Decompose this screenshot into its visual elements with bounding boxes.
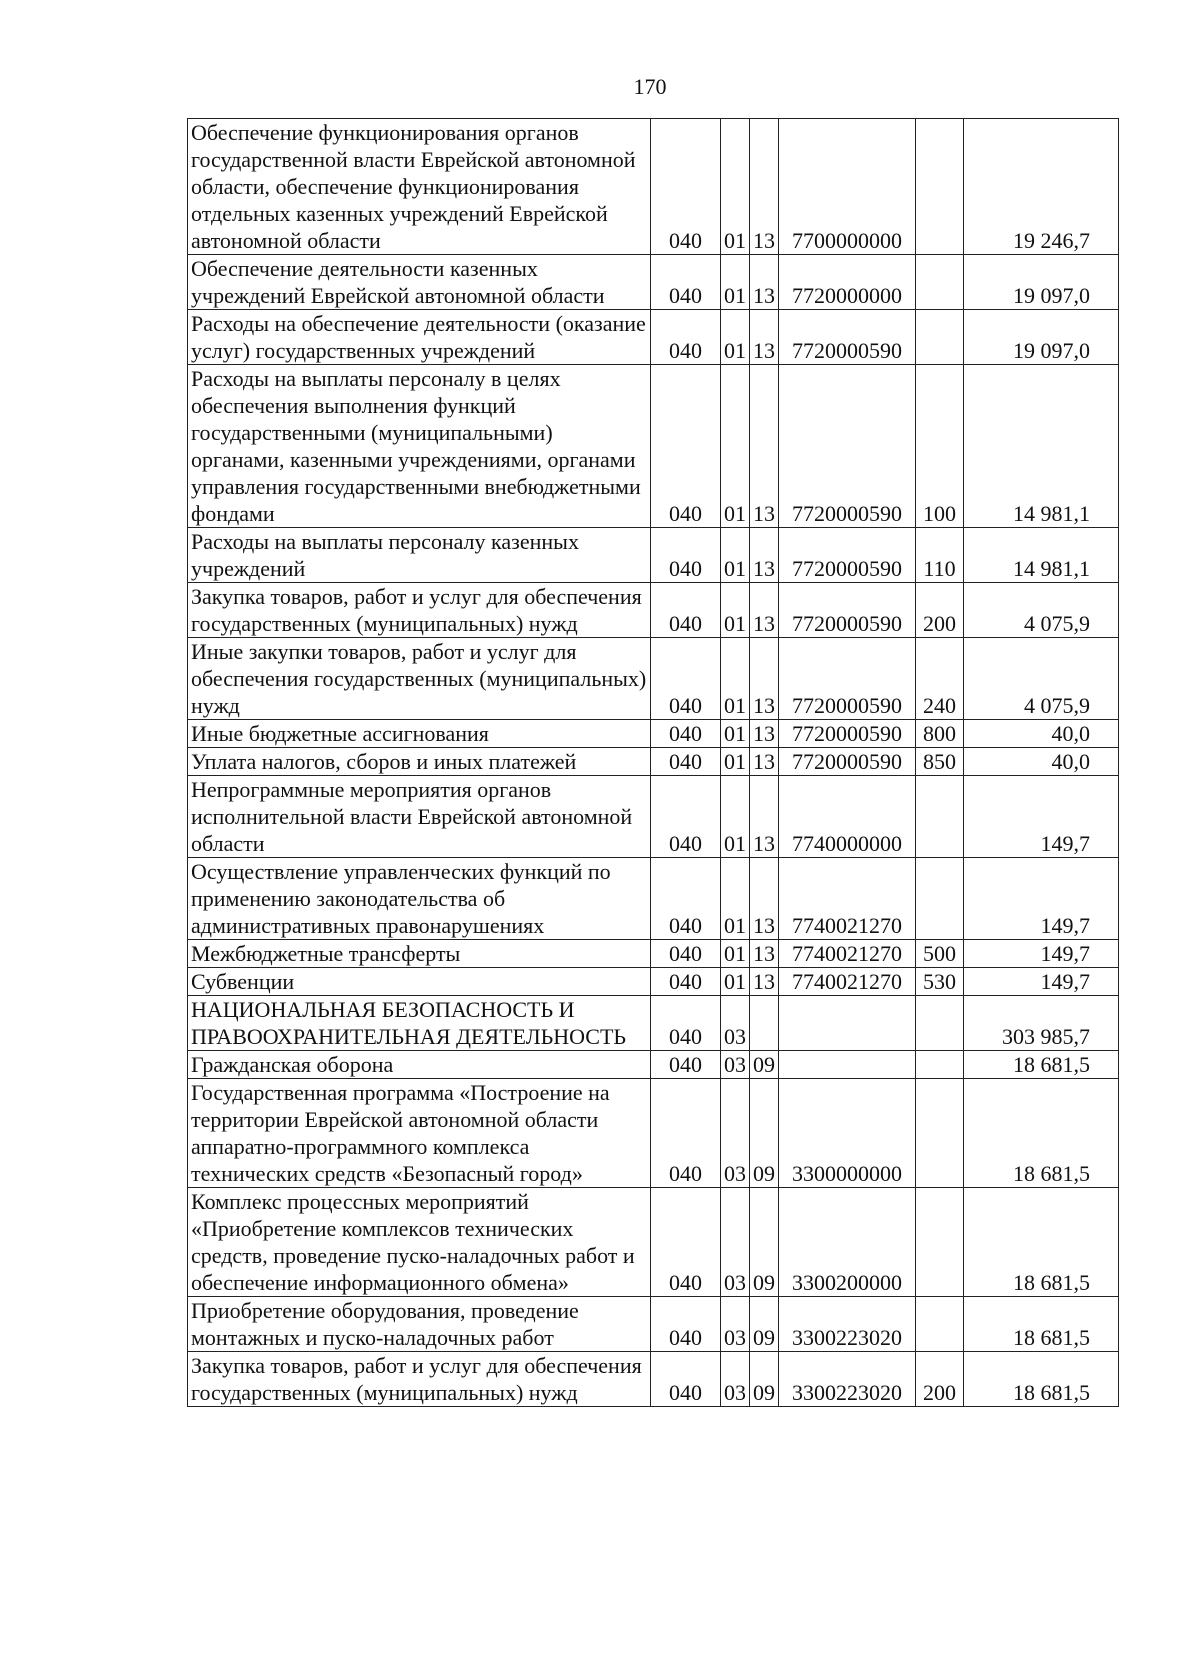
row-admin-code-cell: 040 [651, 255, 721, 310]
row-subsection-cell: 13 [750, 583, 779, 638]
row-section-cell: 03 [721, 1051, 750, 1079]
row-amount-cell: 149,7 [964, 940, 1119, 968]
budget-table [187, 118, 1119, 1407]
row-section-cell: 01 [721, 776, 750, 858]
row-section-cell: 01 [721, 940, 750, 968]
row-name-cell: Обеспечение функционирования органов государственной власти Еврейской автономной области, обеспечение функционирования отдельных казенных учреждений Еврейской автономной области [188, 119, 651, 255]
row-subsection-cell: 13 [750, 119, 779, 255]
row-amount-cell: 303 985,7 [964, 996, 1119, 1051]
table-row [188, 1352, 1119, 1407]
row-name-cell: Субвенции [188, 968, 651, 996]
row-subsection-cell: 13 [750, 310, 779, 365]
table-row [188, 119, 1119, 255]
row-subsection-cell: 09 [750, 1297, 779, 1352]
row-section-cell: 01 [721, 119, 750, 255]
row-admin-code-cell: 040 [651, 776, 721, 858]
row-amount-cell: 18 681,5 [964, 1188, 1119, 1297]
row-target-article-cell: 7740021270 [779, 968, 916, 996]
row-amount-cell: 18 681,5 [964, 1079, 1119, 1188]
table-row [188, 748, 1119, 776]
table-row [188, 583, 1119, 638]
row-amount-cell: 40,0 [964, 748, 1119, 776]
row-section-cell: 01 [721, 583, 750, 638]
row-amount-cell: 18 681,5 [964, 1297, 1119, 1352]
table-row [188, 1188, 1119, 1297]
row-target-article-cell: 7720000590 [779, 365, 916, 528]
row-name-cell: НАЦИОНАЛЬНАЯ БЕЗОПАСНОСТЬ И ПРАВООХРАНИТЕЛЬНАЯ ДЕЯТЕЛЬНОСТЬ [188, 996, 651, 1051]
table-body [188, 119, 1119, 1407]
table-row [188, 1079, 1119, 1188]
row-target-article-cell: 7720000590 [779, 310, 916, 365]
table-row [188, 638, 1119, 720]
row-name-cell: Обеспечение деятельности казенных учреждений Еврейской автономной области [188, 255, 651, 310]
row-expense-type-cell: 200 [916, 583, 964, 638]
row-section-cell: 03 [721, 996, 750, 1051]
row-expense-type-cell: 500 [916, 940, 964, 968]
row-section-cell: 01 [721, 528, 750, 583]
row-expense-type-cell: 530 [916, 968, 964, 996]
row-section-cell: 01 [721, 365, 750, 528]
row-target-article-cell: 7700000000 [779, 119, 916, 255]
row-target-article-cell [779, 1051, 916, 1079]
table-row [188, 528, 1119, 583]
row-name-cell: Гражданская оборона [188, 1051, 651, 1079]
row-section-cell: 03 [721, 1352, 750, 1407]
row-admin-code-cell: 040 [651, 858, 721, 940]
row-target-article-cell: 7720000590 [779, 638, 916, 720]
row-subsection-cell: 13 [750, 365, 779, 528]
row-expense-type-cell [916, 1297, 964, 1352]
row-target-article-cell: 7720000590 [779, 528, 916, 583]
row-admin-code-cell: 040 [651, 1079, 721, 1188]
row-name-cell: Расходы на обеспечение деятельности (оказание услуг) государственных учреждений [188, 310, 651, 365]
row-expense-type-cell: 110 [916, 528, 964, 583]
row-expense-type-cell: 200 [916, 1352, 964, 1407]
row-section-cell: 01 [721, 720, 750, 748]
row-admin-code-cell: 040 [651, 638, 721, 720]
row-subsection-cell: 13 [750, 255, 779, 310]
row-expense-type-cell [916, 1079, 964, 1188]
row-section-cell: 03 [721, 1297, 750, 1352]
row-target-article-cell: 7720000590 [779, 748, 916, 776]
row-section-cell: 01 [721, 748, 750, 776]
row-subsection-cell: 09 [750, 1352, 779, 1407]
row-admin-code-cell: 040 [651, 310, 721, 365]
row-expense-type-cell: 850 [916, 748, 964, 776]
row-section-cell: 01 [721, 255, 750, 310]
row-subsection-cell: 09 [750, 1079, 779, 1188]
row-target-article-cell: 3300223020 [779, 1352, 916, 1407]
row-section-cell: 01 [721, 858, 750, 940]
row-target-article-cell: 3300223020 [779, 1297, 916, 1352]
row-amount-cell: 19 246,7 [964, 119, 1119, 255]
row-admin-code-cell: 040 [651, 1297, 721, 1352]
row-admin-code-cell: 040 [651, 748, 721, 776]
row-admin-code-cell: 040 [651, 968, 721, 996]
row-expense-type-cell [916, 996, 964, 1051]
row-amount-cell: 18 681,5 [964, 1051, 1119, 1079]
row-admin-code-cell: 040 [651, 720, 721, 748]
row-amount-cell: 19 097,0 [964, 310, 1119, 365]
table-row [188, 255, 1119, 310]
table-row [188, 365, 1119, 528]
row-amount-cell: 14 981,1 [964, 528, 1119, 583]
row-expense-type-cell [916, 1051, 964, 1079]
row-subsection-cell: 13 [750, 720, 779, 748]
row-name-cell: Государственная программа «Построение на территории Еврейской автономной области аппаратно-программного комплекса технических средств «Безопасный город» [188, 1079, 651, 1188]
row-amount-cell: 40,0 [964, 720, 1119, 748]
row-expense-type-cell: 240 [916, 638, 964, 720]
row-subsection-cell: 13 [750, 638, 779, 720]
row-expense-type-cell: 100 [916, 365, 964, 528]
row-admin-code-cell: 040 [651, 119, 721, 255]
table-row [188, 310, 1119, 365]
row-expense-type-cell [916, 255, 964, 310]
row-target-article-cell: 7720000000 [779, 255, 916, 310]
row-subsection-cell: 13 [750, 858, 779, 940]
row-section-cell: 01 [721, 638, 750, 720]
table-row [188, 940, 1119, 968]
row-amount-cell: 4 075,9 [964, 583, 1119, 638]
row-admin-code-cell: 040 [651, 940, 721, 968]
row-section-cell: 01 [721, 310, 750, 365]
row-amount-cell: 149,7 [964, 858, 1119, 940]
row-amount-cell: 19 097,0 [964, 255, 1119, 310]
row-subsection-cell: 09 [750, 1188, 779, 1297]
row-admin-code-cell: 040 [651, 365, 721, 528]
row-name-cell: Закупка товаров, работ и услуг для обеспечения государственных (муниципальных) нужд [188, 583, 651, 638]
row-name-cell: Приобретение оборудования, проведение монтажных и пуско-наладочных работ [188, 1297, 651, 1352]
row-amount-cell: 18 681,5 [964, 1352, 1119, 1407]
table-row [188, 1297, 1119, 1352]
row-target-article-cell: 7720000590 [779, 583, 916, 638]
row-expense-type-cell [916, 858, 964, 940]
row-admin-code-cell: 040 [651, 528, 721, 583]
row-subsection-cell: 09 [750, 1051, 779, 1079]
row-target-article-cell: 7740021270 [779, 858, 916, 940]
row-subsection-cell: 13 [750, 968, 779, 996]
row-amount-cell: 149,7 [964, 968, 1119, 996]
row-section-cell: 03 [721, 1188, 750, 1297]
row-section-cell: 01 [721, 968, 750, 996]
row-name-cell: Межбюджетные трансферты [188, 940, 651, 968]
row-amount-cell: 149,7 [964, 776, 1119, 858]
row-name-cell: Расходы на выплаты персоналу казенных учреждений [188, 528, 651, 583]
row-expense-type-cell [916, 119, 964, 255]
page-number: 170 [633, 74, 667, 99]
row-subsection-cell: 13 [750, 940, 779, 968]
row-expense-type-cell [916, 1188, 964, 1297]
row-target-article-cell: 3300200000 [779, 1188, 916, 1297]
row-target-article-cell [779, 996, 916, 1051]
table-row [188, 1051, 1119, 1079]
row-target-article-cell: 7740000000 [779, 776, 916, 858]
table-row [188, 720, 1119, 748]
row-name-cell: Комплекс процессных мероприятий «Приобретение комплексов технических средств, проведение пуско-наладочных работ и обеспечение информационного обмена» [188, 1188, 651, 1297]
row-expense-type-cell: 800 [916, 720, 964, 748]
row-name-cell: Иные бюджетные ассигнования [188, 720, 651, 748]
row-section-cell: 03 [721, 1079, 750, 1188]
row-expense-type-cell [916, 310, 964, 365]
row-expense-type-cell [916, 776, 964, 858]
table-row [188, 996, 1119, 1051]
row-name-cell: Иные закупки товаров, работ и услуг для обеспечения государственных (муниципальных) нужд [188, 638, 651, 720]
row-target-article-cell: 7740021270 [779, 940, 916, 968]
table-row [188, 776, 1119, 858]
row-subsection-cell: 13 [750, 748, 779, 776]
row-name-cell: Осуществление управленческих функций по применению законодательства об административных правонарушениях [188, 858, 651, 940]
row-name-cell: Расходы на выплаты персоналу в целях обеспечения выполнения функций государственными (муниципальными) органами, казенными учреждениями, органами управления государственными внебюджетными фондами [188, 365, 651, 528]
row-subsection-cell: 13 [750, 528, 779, 583]
row-name-cell: Непрограммные мероприятия органов исполнительной власти Еврейской автономной области [188, 776, 651, 858]
table-row [188, 968, 1119, 996]
row-amount-cell: 14 981,1 [964, 365, 1119, 528]
row-amount-cell: 4 075,9 [964, 638, 1119, 720]
row-admin-code-cell: 040 [651, 583, 721, 638]
table-row [188, 858, 1119, 940]
row-admin-code-cell: 040 [651, 1352, 721, 1407]
row-subsection-cell [750, 996, 779, 1051]
row-admin-code-cell: 040 [651, 1051, 721, 1079]
row-name-cell: Уплата налогов, сборов и иных платежей [188, 748, 651, 776]
row-subsection-cell: 13 [750, 776, 779, 858]
row-target-article-cell: 3300000000 [779, 1079, 916, 1188]
row-name-cell: Закупка товаров, работ и услуг для обеспечения государственных (муниципальных) нужд [188, 1352, 651, 1407]
row-admin-code-cell: 040 [651, 996, 721, 1051]
row-admin-code-cell: 040 [651, 1188, 721, 1297]
row-target-article-cell: 7720000590 [779, 720, 916, 748]
